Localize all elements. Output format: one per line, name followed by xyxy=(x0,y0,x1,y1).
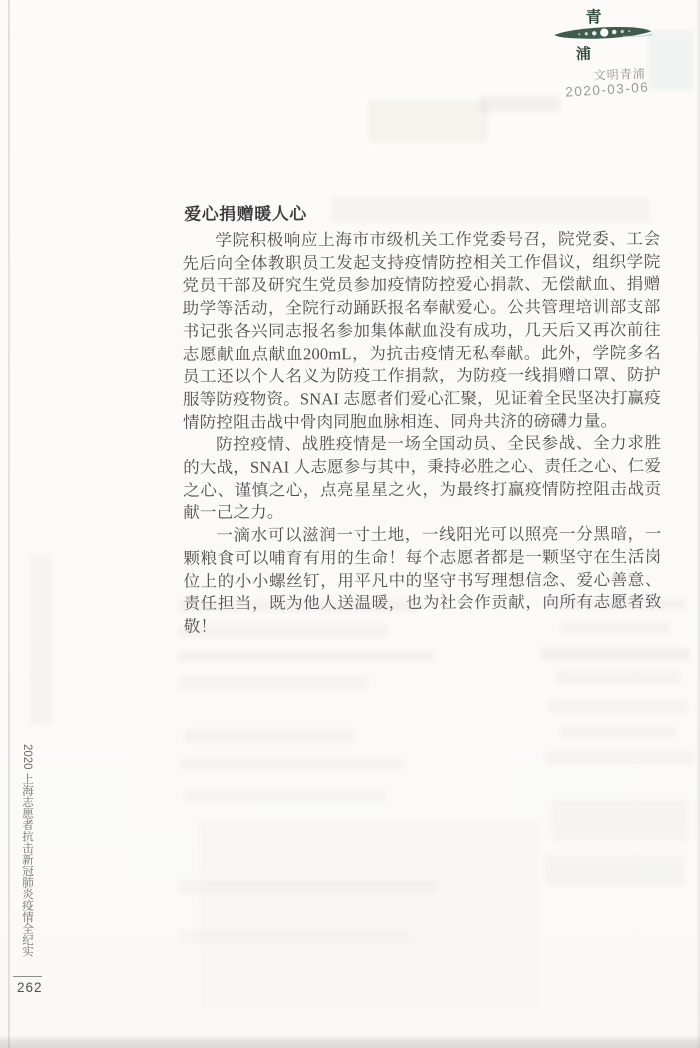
bleedthrough-smudge xyxy=(185,790,385,802)
bleedthrough-smudge xyxy=(560,726,675,738)
bleedthrough-smudge xyxy=(178,650,433,662)
boat-logo-icon xyxy=(552,22,653,48)
bleedthrough-smudge xyxy=(185,730,355,742)
article-paragraph: 一滴水可以滋润一寸土地，一线阳光可以照亮一分黑暗，一颗粮食可以哺育有用的生命！每个志愿者都是一颗坚守在生活岗位上的小小螺丝钉，用平凡中的坚守书写理想信念、爱心善意、责任担当，既为他人送温暖，也为社会作贡献，向所有志愿者致敬！ xyxy=(183,524,662,636)
bleedthrough-smudge xyxy=(540,648,690,660)
bleedthrough-smudge xyxy=(30,555,52,725)
article-title: 爱心捐赠暖人心 xyxy=(184,204,307,224)
bleedthrough-smudge xyxy=(555,672,680,684)
bleedthrough-smudge xyxy=(545,752,695,764)
page-edge-bottom xyxy=(0,1035,700,1048)
logo-character-top: 青 xyxy=(585,9,603,27)
logo-date: 2020-03-06 xyxy=(564,79,650,100)
bleedthrough-smudge xyxy=(178,600,418,612)
bleedthrough-smudge xyxy=(180,758,405,770)
bleedthrough-smudge xyxy=(480,96,560,112)
article-paragraph: 防控疫情、战胜疫情是一场全国动员、全民参战、全力求胜的大战，SNAI 人志愿参与其中，秉持必胜之心、责任之心、仁爱之心、谨慎之心，点亮星星之火，为最终打赢疫情防控阻击战贡献一己之力。 xyxy=(183,433,662,523)
article xyxy=(182,198,662,638)
page-number: 262 xyxy=(17,980,43,995)
bleedthrough-smudge xyxy=(560,622,670,634)
bleedthrough-smudge xyxy=(368,100,488,142)
bleedthrough-smudge xyxy=(548,700,688,712)
bleedthrough-smudge xyxy=(200,820,540,1010)
bleedthrough-smudge xyxy=(552,800,687,840)
page-edge-left xyxy=(8,0,10,1048)
spine-book-title: 2020 上海志愿者抗击新冠肺炎疫情全纪实 xyxy=(21,744,33,957)
logo-character-bottom: 浦 xyxy=(575,46,592,64)
bleedthrough-smudge xyxy=(545,598,685,610)
bleedthrough-smudge xyxy=(545,856,685,886)
bleedthrough-smudge xyxy=(330,197,650,223)
logo-brand-label: 文明青浦 xyxy=(593,66,646,83)
page-number-rule xyxy=(13,976,42,977)
bleedthrough-smudge xyxy=(178,625,388,637)
page-edge-right xyxy=(696,0,700,1048)
article-paragraph: 学院积极响应上海市市级机关工作党委号召，院党委、工会先后向全体教职员工发起支持疫情防控相关工作倡议，组织学院党员干部及研究生党员参加疫情防控爱心捐款、无偿献血、捐赠助学等活动，全院行动踊跃报名奉献爱心。公共管理培训部支部书记张各兴同志报名参加集体献血没有成功，几天后又再次前往志愿献血点献血200mL，为抗击疫情无私奉献。此外，学院多名员工还以个人名义为防疫工作捐款，为防疫一线捐赠口罩、防护服等防疫物资。SNAI 志愿者们爱心汇聚，见证着全民坚决打赢疫情防控阻击战中骨肉同胞血脉相连、同舟共济的磅礴力量。 xyxy=(182,229,661,432)
bleedthrough-smudge xyxy=(648,30,694,90)
bleedthrough-smudge xyxy=(178,676,368,688)
